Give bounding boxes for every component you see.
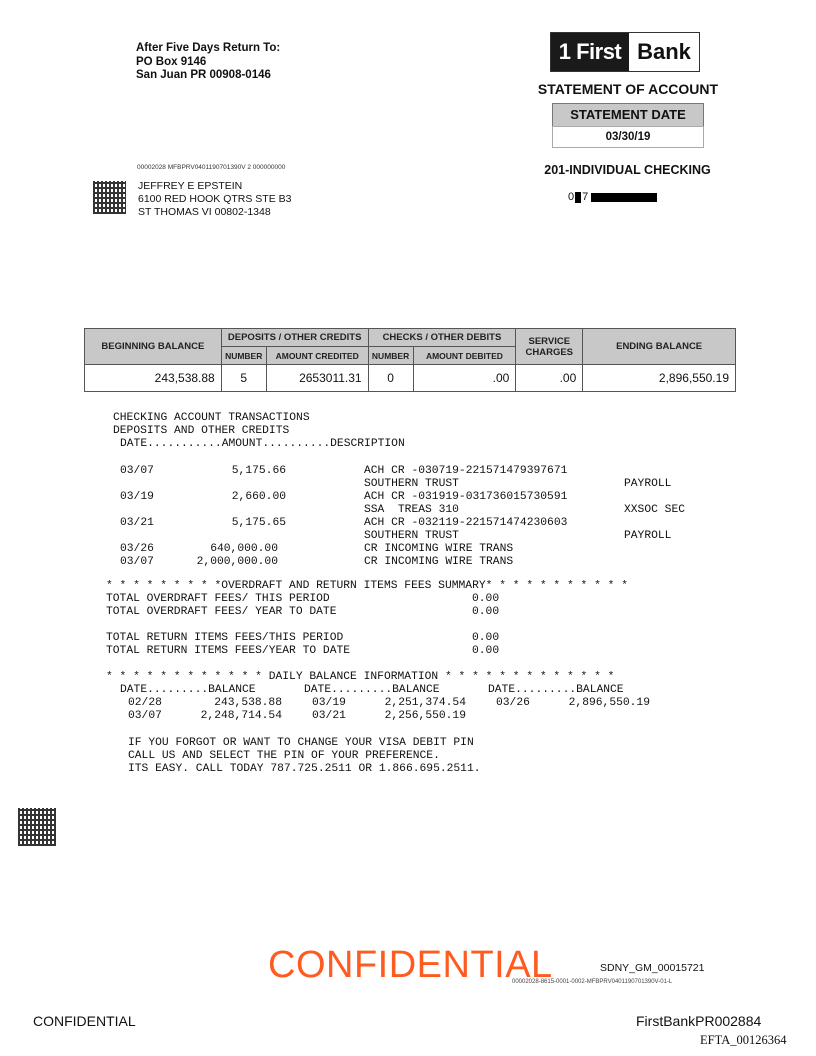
logo-first: 1 First [551, 33, 629, 71]
account-number [568, 191, 657, 203]
efta-number: EFTA_00126364 [700, 1033, 787, 1047]
statement-date: 03/30/19 [552, 126, 704, 148]
fee-label: TOTAL OVERDRAFT FEES/ THIS PERIOD [106, 593, 330, 605]
txn-amount: 5,175.65 [231, 517, 286, 529]
bates-sdny: SDNY_GM_00015721 [600, 962, 705, 974]
txn-memo: PAYROLL [624, 478, 672, 490]
ending-balance: 2,896,550.19 [583, 365, 736, 392]
customer-name: JEFFREY E EPSTEIN [138, 180, 243, 192]
account-summary-table [84, 328, 736, 392]
logo-bank: Bank [629, 33, 699, 71]
header-ending-balance: ENDING BALANCE [583, 329, 736, 365]
customer-address-line: 6100 RED HOOK QTRS STE B3 [138, 193, 292, 205]
daily-balance-header: * * * * * * * * * * * * DAILY BALANCE INFORMATION * * * * * * * * * * * * * [106, 671, 615, 683]
fee-label: TOTAL RETURN ITEMS FEES/YEAR TO DATE [106, 645, 351, 657]
notice-line: CALL US AND SELECT THE PIN OF YOUR PREFERENCE. [128, 750, 440, 762]
daily-balance: 2,896,550.19 [568, 697, 650, 709]
daily-date: 03/21 [312, 710, 346, 722]
txn-description: ACH CR -031919-031736015730591 [364, 491, 568, 503]
beginning-balance: 243,538.88 [85, 365, 222, 392]
header-service-charges: SERVICE CHARGES [516, 329, 583, 365]
txn-description: CR INCOMING WIRE TRANS [364, 556, 514, 568]
account-number-part: 0 [568, 191, 575, 203]
deposits-title: DEPOSITS AND OTHER CREDITS [113, 425, 290, 437]
fee-label: TOTAL RETURN ITEMS FEES/THIS PERIOD [106, 632, 344, 644]
fee-value: 0.00 [472, 632, 500, 644]
daily-columns-header: DATE.........BALANCE [120, 684, 256, 696]
txn-amount: 2,660.00 [231, 491, 286, 503]
confidential-label: CONFIDENTIAL [33, 1013, 136, 1029]
daily-columns-header: DATE.........BALANCE [304, 684, 440, 696]
header-deposits: DEPOSITS / OTHER CREDITS [221, 329, 368, 347]
transactions-columns-header: DATE...........AMOUNT..........DESCRIPTION [120, 438, 405, 450]
daily-columns-header: DATE.........BALANCE [488, 684, 624, 696]
summary-header-row [85, 329, 736, 347]
fee-value: 0.00 [472, 593, 500, 605]
daily-date: 03/07 [128, 710, 162, 722]
txn-amount: 2,000,000.00 [196, 556, 278, 568]
header-checks-number: NUMBER [368, 347, 413, 365]
header-beginning-balance: BEGINNING BALANCE [85, 329, 222, 365]
statement-title: STATEMENT OF ACCOUNT [537, 81, 719, 97]
daily-balance: 2,248,714.54 [200, 710, 282, 722]
document-code: 00002028-8615-0001-0002-MFBPRV0401190701390V-01-L [512, 979, 673, 985]
txn-amount: 5,175.66 [231, 465, 286, 477]
txn-date: 03/19 [120, 491, 154, 503]
txn-memo: PAYROLL [624, 530, 672, 542]
txn-description: ACH CR -032119-221571474230603 [364, 517, 568, 529]
daily-balance: 243,538.88 [214, 697, 282, 709]
header-amount-debited: AMOUNT DEBITED [413, 347, 516, 365]
notice-line: IF YOU FORGOT OR WANT TO CHANGE YOUR VISA DEBIT PIN [128, 737, 474, 749]
header-deposits-number: NUMBER [221, 347, 266, 365]
txn-date: 03/21 [120, 517, 154, 529]
return-address-line: PO Box 9146 [136, 55, 207, 68]
txn-date: 03/26 [120, 543, 154, 555]
txn-description: SSA TREAS 310 [364, 504, 459, 516]
return-address-line: San Juan PR 00908-0146 [136, 69, 271, 81]
amount-credited: 2653011.31 [266, 365, 368, 392]
account-number-part: 7 [582, 191, 589, 203]
checks-number: 0 [368, 365, 413, 392]
bates-firstbank: FirstBankPR002884 [636, 1013, 762, 1029]
barcode-icon [18, 808, 56, 846]
account-type: 201-INDIVIDUAL CHECKING [544, 163, 711, 177]
confidential-stamp: CONFIDENTIAL [268, 944, 553, 986]
daily-balance: 2,256,550.19 [384, 710, 466, 722]
return-address [136, 42, 280, 83]
mailing-code: 00002028 MFBPRV0401190701390V 2 000000000 [137, 164, 286, 171]
deposits-number: 5 [221, 365, 266, 392]
daily-date: 02/28 [128, 697, 162, 709]
txn-description: ACH CR -030719-221571479397671 [364, 465, 568, 477]
txn-description: CR INCOMING WIRE TRANS [364, 543, 514, 555]
txn-date: 03/07 [120, 556, 154, 568]
txn-description: SOUTHERN TRUST [364, 478, 459, 490]
fee-value: 0.00 [472, 606, 500, 618]
txn-description: SOUTHERN TRUST [364, 530, 459, 542]
service-charges: .00 [516, 365, 583, 392]
header-amount-credited: AMOUNT CREDITED [266, 347, 368, 365]
redaction-block [575, 192, 581, 203]
txn-memo: XXSOC SEC [624, 504, 686, 516]
transactions-title: CHECKING ACCOUNT TRANSACTIONS [113, 412, 310, 424]
daily-date: 03/19 [312, 697, 346, 709]
fees-summary-header: * * * * * * * * *OVERDRAFT AND RETURN ITEMS FEES SUMMARY* * * * * * * * * * * [106, 580, 629, 592]
customer-address [138, 180, 291, 219]
fee-label: TOTAL OVERDRAFT FEES/ YEAR TO DATE [106, 606, 337, 618]
txn-amount: 640,000.00 [210, 543, 278, 555]
bank-logo [550, 32, 700, 72]
statement-date-label: STATEMENT DATE [552, 103, 704, 127]
header-checks: CHECKS / OTHER DEBITS [368, 329, 516, 347]
amount-debited: .00 [413, 365, 516, 392]
daily-date: 03/26 [496, 697, 530, 709]
barcode-icon [93, 181, 126, 214]
txn-date: 03/07 [120, 465, 154, 477]
customer-address-line: ST THOMAS VI 00802-1348 [138, 206, 271, 218]
summary-values-row [85, 365, 736, 392]
redaction-block [591, 193, 657, 202]
return-address-line: After Five Days Return To: [136, 42, 281, 54]
daily-balance: 2,251,374.54 [384, 697, 466, 709]
notice-line: ITS EASY. CALL TODAY 787.725.2511 OR 1.866.695.2511. [128, 763, 481, 775]
fee-value: 0.00 [472, 645, 500, 657]
